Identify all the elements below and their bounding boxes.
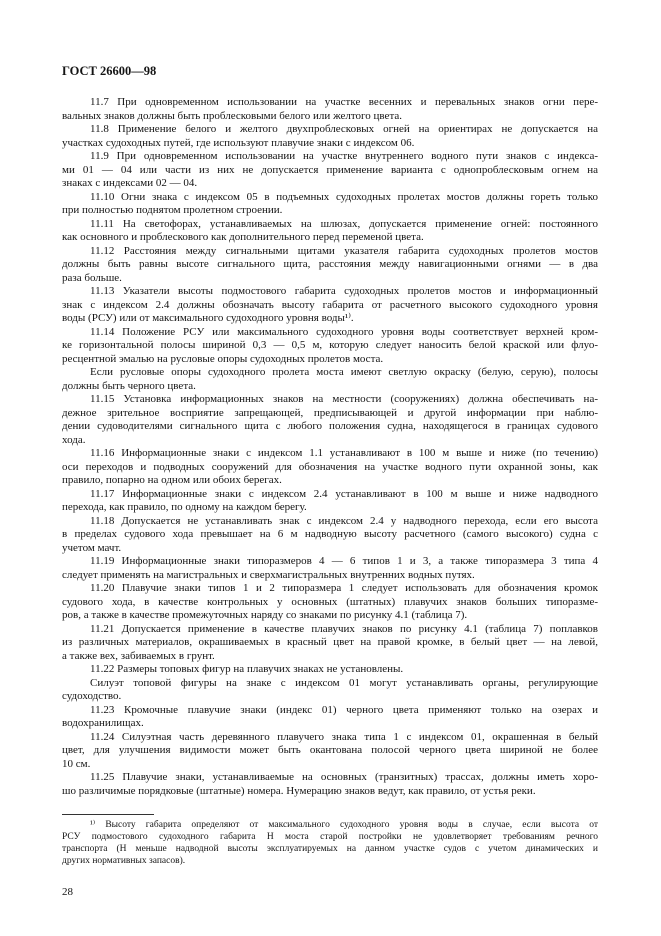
paragraph	[62, 555, 598, 582]
paragraph	[62, 150, 598, 191]
paragraph-line: 11.13 Указатели высоты подмостового габарита судоходных пролетов мостов и информационный	[90, 285, 598, 297]
paragraph-line: раза больше.	[62, 271, 122, 284]
footnote-line: ¹⁾ Высоту габарита определяют от максимального судоходного уровня воды в случае, если высота от	[90, 820, 598, 830]
paragraph	[62, 393, 598, 447]
paragraph-line: 11.16 Информационные знаки с индексом 1.1 устанавливают в 100 м выше и ниже (по течению)	[90, 447, 598, 459]
paragraph-line: перехода, как правило, по одному на каждом берегу.	[62, 501, 307, 513]
paragraph-line: оси переходов и подводных сооружений для обозначения на участке водного пути охранной зоны, как	[62, 460, 598, 473]
paragraph-line: 11.18 Допускается не устанавливать знак с индексом 2.4 у надводного перехода, если его высота	[90, 514, 598, 527]
footnote-line: РСУ подмостового судоходного габарита Н моста старой постройки не удовлетворяет требованиям речного	[62, 832, 598, 842]
paragraph	[62, 123, 598, 150]
paragraph	[62, 515, 598, 556]
paragraph-line: 11.8 Применение белого и желтого двухпроблесковых огней на ориентирах не допускается на	[90, 123, 598, 135]
paragraph-line: судового хода, в качестве контрольных у основных (штатных) плавучих знаков больших типоразме-	[62, 595, 598, 608]
paragraph-line: цвет, для улучшения видимости может быть окантована полосой черного цвета шириной не более	[62, 744, 598, 756]
paragraph-line: участках судоходных путей, где используют плавучие знаки с индексом 06.	[62, 136, 415, 149]
paragraph-line: должны быть черного цвета.	[62, 379, 196, 392]
paragraph	[62, 663, 598, 677]
paragraph-line: водохранилищах.	[62, 717, 144, 729]
paragraph-line: 11.7 При одновременном использовании на участке весенних и перевальных знаков огни пере-	[90, 96, 598, 108]
paragraph	[62, 285, 598, 326]
paragraph	[62, 488, 598, 515]
paragraph-line: 11.21 Допускается применение в качестве плавучих знаков по рисунку 4.1 (таблица 7) поплавков	[90, 622, 598, 635]
paragraph-line: из различных материалов, окрашиваемых в красный цвет на правой кромке, в белый цвет — на левой,	[62, 636, 598, 648]
footnote-separator	[62, 814, 154, 815]
paragraph-line: судоходство.	[62, 690, 122, 702]
paragraph-line: знак с индексом 2.4 должны обозначать высоту габарита от расчетного высокого судоходного уровня	[62, 298, 598, 311]
standard-designation: ГОСТ 26600—98	[62, 64, 157, 78]
paragraph-line: должны быть равны высоте сигнального щита, расстояния между навигационными огнями — в два	[62, 258, 598, 270]
paragraph-line: как основного и проблескового как дополнительного перед переменой цвета.	[62, 231, 424, 243]
paragraph-line: 11.23 Кромочные плавучие знаки (индекс 01) черного цвета применяют только на озерах и	[90, 703, 598, 716]
paragraph-line: 11.10 Огни знака с индексом 05 в подъемных судоходных пролетах мостов должны гореть только	[90, 190, 598, 203]
paragraph-line: а также вех, забиваемых в грунт.	[62, 649, 215, 662]
paragraph-line: вальных знаков должны быть проблесковыми белого или желтого цвета.	[62, 109, 403, 122]
paragraph-line: дении судоводителями сигнального щита с любого положения судна, находящегося в границах судового	[62, 420, 598, 432]
paragraph	[62, 326, 598, 367]
paragraph-line: ров, а также в качестве промежуточных наряду со знаками по рисунку 4.1 (таблица 7).	[62, 609, 468, 621]
paragraph-line: хода.	[62, 433, 86, 446]
paragraph	[62, 704, 598, 731]
paragraph	[62, 218, 598, 245]
page-number: 28	[62, 886, 73, 898]
paragraph-line: 11.14 Положение РСУ или максимального судоходного уровня воды соответствует верхней кром-	[90, 325, 598, 338]
footnote	[62, 819, 598, 867]
paragraph-line: ресцентной эмалью на русловые опоры судоходных пролетов моста.	[62, 352, 384, 365]
paragraph-line: 11.17 Информационные знаки с индексом 2.4 устанавливают в 100 м выше и ниже надводного	[90, 487, 598, 500]
footnote-line: других нормативных запасов).	[62, 856, 186, 866]
paragraph-line: дежное зрительное восприятие запрещающей, предписывающей и другой информации при наблю-	[62, 406, 598, 419]
paragraph	[62, 623, 598, 664]
paragraph-line: при полностью поднятом пролетном строении.	[62, 204, 283, 216]
paragraph	[62, 96, 598, 123]
paragraph-line: знаках с индексами 02 — 04.	[62, 177, 198, 189]
paragraph	[62, 447, 598, 488]
paragraph	[62, 191, 598, 218]
paragraph-line: 11.9 При одновременном использовании на участке внутреннего водного пути знаков с индекса-	[90, 150, 598, 162]
paragraph	[62, 245, 598, 286]
paragraph-line: 11.20 Плавучие знаки типов 1 и 2 типоразмера 1 следует использовать для обозначения кромок	[90, 582, 598, 594]
paragraph-line: в пределах судового хода превышает на 6 м надводную высоту расчетного (самого высокого) судна с	[62, 528, 598, 540]
paragraph-line: шо различимые порядковые (штатные) номера. Нумерацию знаков ведут, как правило, от устья реки.	[62, 784, 536, 797]
paragraph-line: Силуэт топовой фигуры на знаке с индексом 01 могут устанавливать органы, регулирующие	[90, 676, 598, 689]
paragraph-line: 11.11 На светофорах, устанавливаемых на шлюзах, допускается применение огней: постоянного	[90, 217, 598, 230]
paragraph-line: 11.19 Информационные знаки типоразмеров 4 — 6 типов 1 и 3, а также типоразмера 3 типа 4	[90, 555, 598, 567]
paragraph-line: 11.25 Плавучие знаки, устанавливаемые на основных (транзитных) трассах, должны иметь хоро-	[90, 771, 598, 783]
paragraph-line: Если русловые опоры судоходного пролета моста имеют светлую окраску (белую, серую), полосы	[90, 366, 598, 378]
paragraph-line: 11.15 Установка информационных знаков на местности (сооружениях) должна обеспечивать на-	[90, 393, 598, 405]
paragraph-line: 11.22 Размеры топовых фигур на плавучих знаках не установлены.	[90, 663, 404, 675]
paragraph-line: ке горизонтальной полосы шириной 0,3 — 0,5 м, которую следует наносить белой краской или флуо-	[62, 339, 598, 351]
paragraph	[62, 731, 598, 772]
paragraph	[62, 366, 598, 393]
paragraph-line: 11.24 Силуэтная часть деревянного плавучего знака типа 1 с индексом 01, окрашенная в белый	[90, 730, 598, 743]
paragraph-line: следует применять на магистральных и сверхмагистральных внутренних водных путях.	[62, 568, 475, 581]
footnote-line: транспорта (Н меньше надводной высоты эксплуатируемых на данном участке судов с учетом динамических и	[62, 844, 598, 854]
paragraph	[62, 582, 598, 623]
paragraph	[62, 677, 598, 704]
paragraph-line: правило, попарно на одном или обоих берегах.	[62, 474, 282, 486]
paragraph	[62, 771, 598, 798]
body-text	[62, 96, 598, 798]
paragraph-line: 11.12 Расстояния между сигнальными щитами указателя габарита судоходных пролетов мостов	[90, 244, 598, 257]
paragraph-line: ми 01 — 04 или части из них не допускается применение варианта с однопроблесковым огнем на	[62, 163, 598, 176]
paragraph-line: воды (РСУ) или от максимального судоходного уровня воды¹⁾.	[62, 312, 354, 324]
paragraph-line: учетом мачт.	[62, 541, 122, 554]
paragraph-line: 10 см.	[62, 757, 91, 770]
